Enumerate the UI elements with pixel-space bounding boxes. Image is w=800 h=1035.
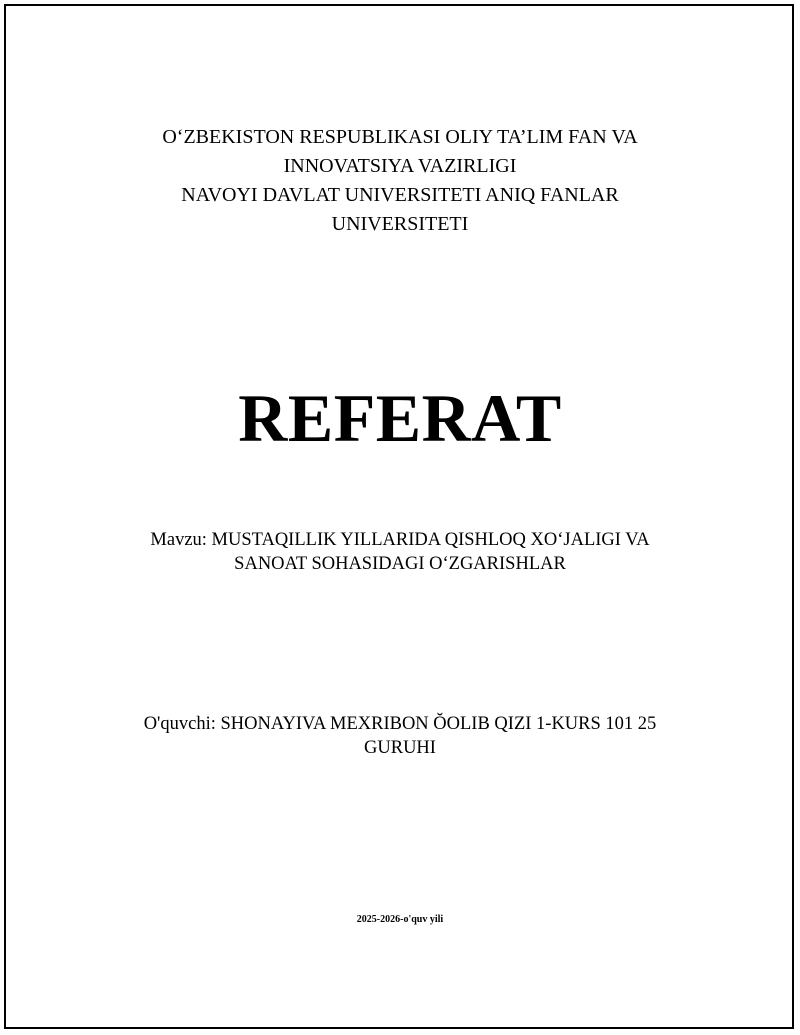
topic-section: [0, 528, 800, 576]
document-title: REFERAT: [238, 380, 562, 456]
header-line-2: INNOVATSIYA VAZIRLIGI: [283, 155, 517, 177]
header-line-1: O‘ZBEKISTON RESPUBLIKASI OLIY TA’LIM FAN VA: [162, 126, 638, 148]
student-section: [0, 712, 800, 760]
student-line-1: O'quvchi: SHONAYIVA MEXRIBON ŎOLIB QIZI 1-KURS 101 25: [143, 714, 657, 734]
header-line-3: NAVOYI DAVLAT UNIVERSITETI ANIQ FANLAR: [181, 184, 619, 206]
topic-line-2: SANOAT SOHASIDAGI O‘ZGARISHLAR: [234, 554, 566, 574]
academic-year: 2025-2026-o'quv yili: [356, 914, 444, 925]
topic-line-1: Mavzu: MUSTAQILLIK YILLARIDA QISHLOQ XO‘JALIGI VA: [150, 530, 650, 550]
header-line-4: UNIVERSITETI: [331, 213, 469, 235]
institution-header: [0, 123, 800, 239]
student-line-2: GURUHI: [364, 738, 436, 758]
